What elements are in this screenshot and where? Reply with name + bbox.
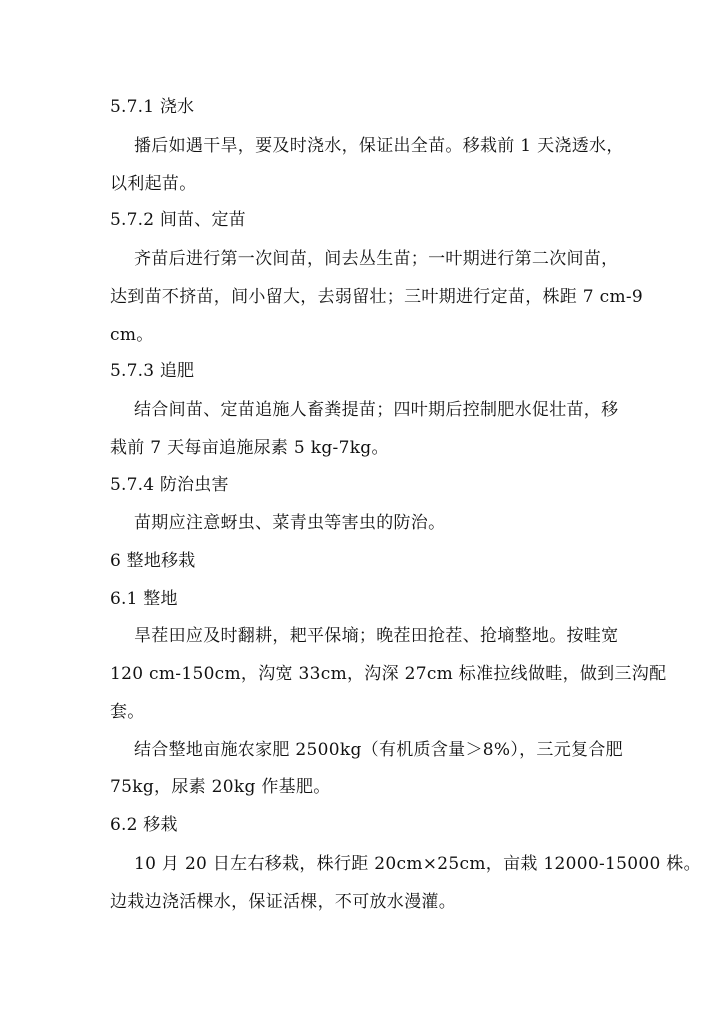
section-heading-5-7-4: 5.7.4 防治虫害 xyxy=(110,475,229,495)
section-heading-6-1: 6.1 整地 xyxy=(110,589,178,609)
paragraph-line: 旱茬田应及时翻耕，耙平保墒；晚茬田抢茬、抢墒整地。按畦宽 xyxy=(134,626,619,646)
paragraph-line: 套。 xyxy=(110,702,145,722)
paragraph-line: 结合整地亩施农家肥 2500kg（有机质含量＞8%），三元复合肥 xyxy=(134,740,623,760)
section-heading-5-7-2: 5.7.2 间苗、定苗 xyxy=(110,210,246,230)
paragraph-line: 以利起苗。 xyxy=(110,174,197,194)
paragraph-line: 75kg，尿素 20kg 作基肥。 xyxy=(110,777,331,797)
section-heading-5-7-1: 5.7.1 浇水 xyxy=(110,97,195,117)
section-heading-5-7-3: 5.7.3 追肥 xyxy=(110,361,195,381)
paragraph-line: 苗期应注意蚜虫、菜青虫等害虫的防治。 xyxy=(134,513,446,533)
paragraph-line: 10 月 20 日左右移栽，株行距 20cm×25cm，亩栽 12000-15000 株。 xyxy=(134,854,701,874)
section-heading-6-2: 6.2 移栽 xyxy=(110,815,178,835)
paragraph-line: 120 cm-150cm，沟宽 33cm，沟深 27cm 标准拉线做畦，做到三沟配 xyxy=(110,664,667,684)
paragraph-line: 达到苗不挤苗，间小留大，去弱留壮；三叶期进行定苗，株距 7 cm-9 xyxy=(110,287,644,307)
paragraph-line: cm。 xyxy=(110,325,154,345)
paragraph-line: 结合间苗、定苗追施人畜粪提苗；四叶期后控制肥水促壮苗，移 xyxy=(134,400,619,420)
paragraph-line: 播后如遇干旱，要及时浇水，保证出全苗。移栽前 1 天浇透水， xyxy=(134,136,624,156)
section-heading-6: 6 整地移栽 xyxy=(110,551,196,571)
paragraph-line: 边栽边浇活棵水，保证活棵，不可放水漫灌。 xyxy=(110,892,456,912)
paragraph-line: 齐苗后进行第一次间苗，间去丛生苗；一叶期进行第二次间苗， xyxy=(134,249,619,269)
paragraph-line: 栽前 7 天每亩追施尿素 5 kg-7kg。 xyxy=(110,438,389,458)
